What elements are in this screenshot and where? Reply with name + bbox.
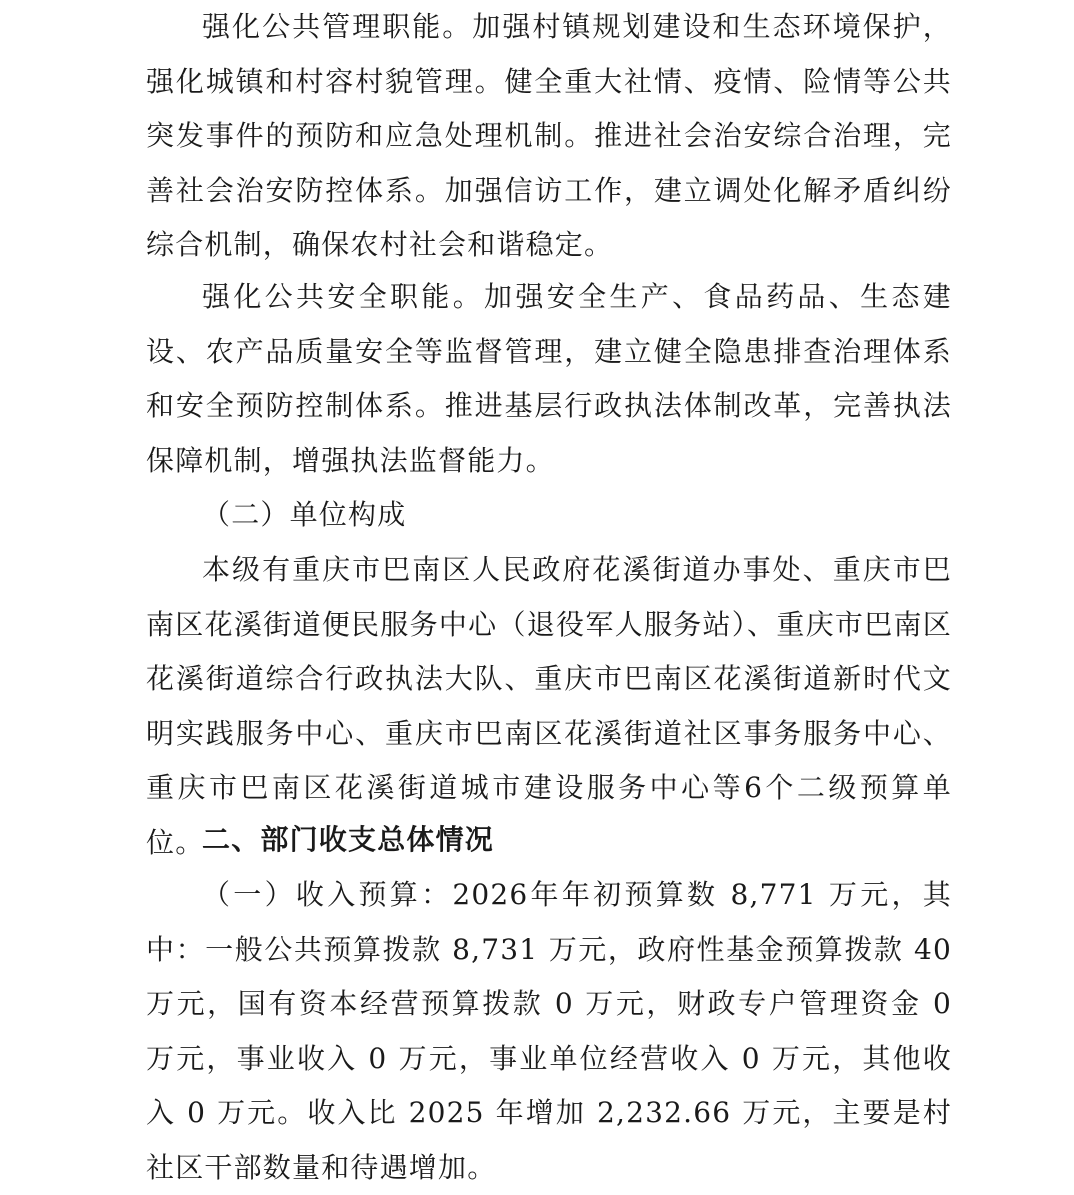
paragraph-public-safety: 强化公共安全职能。加强安全生产、食品药品、生态建设、农产品质量安全等监督管理，建立健全隐患排查治理体系和安全预防控制体系。推进基层行政执法体制改革，完善执法保障机制，增强执法监督能力。 xyxy=(146,280,952,477)
subheading-unit-composition: （二）单位构成 xyxy=(202,498,407,531)
section-heading-income-expenditure: 二、部门收支总体情况 xyxy=(202,823,495,856)
paragraph-income-budget: （一）收入预算：2026年年初预算数 8,771 万元，其中：一般公共预算拨款 8,731 万元，政府性基金预算拨款 40 万元，国有资本经营预算拨款 0 万元，财政专户管理资金 0 万元，事业收入 0 万元，事业单位经营收入 0 万元，其他收入 0 万元。收入比 2025 年增加 2,232.66 万元，主要是村社区干部数量和待遇增加。 xyxy=(146,878,952,1184)
paragraph-public-management: 强化公共管理职能。加强村镇规划建设和生态环境保护，强化城镇和村容村貌管理。健全重大社情、疫情、险情等公共突发事件的预防和应急处理机制。推进社会治安综合治理，完善社会治安防控体系。加强信访工作，建立调处化解矛盾纠纷综合机制，确保农村社会和谐稳定。 xyxy=(146,10,952,261)
paragraph-unit-composition: 本级有重庆市巴南区人民政府花溪街道办事处、重庆市巴南区花溪街道便民服务中心（退役军人服务站）、重庆市巴南区花溪街道综合行政执法大队、重庆市巴南区花溪街道新时代文明实践服务中心、重庆市巴南区花溪街道社区事务服务中心、重庆市巴南区花溪街道城市建设服务中心等6个二级预算单位。 xyxy=(146,553,952,859)
